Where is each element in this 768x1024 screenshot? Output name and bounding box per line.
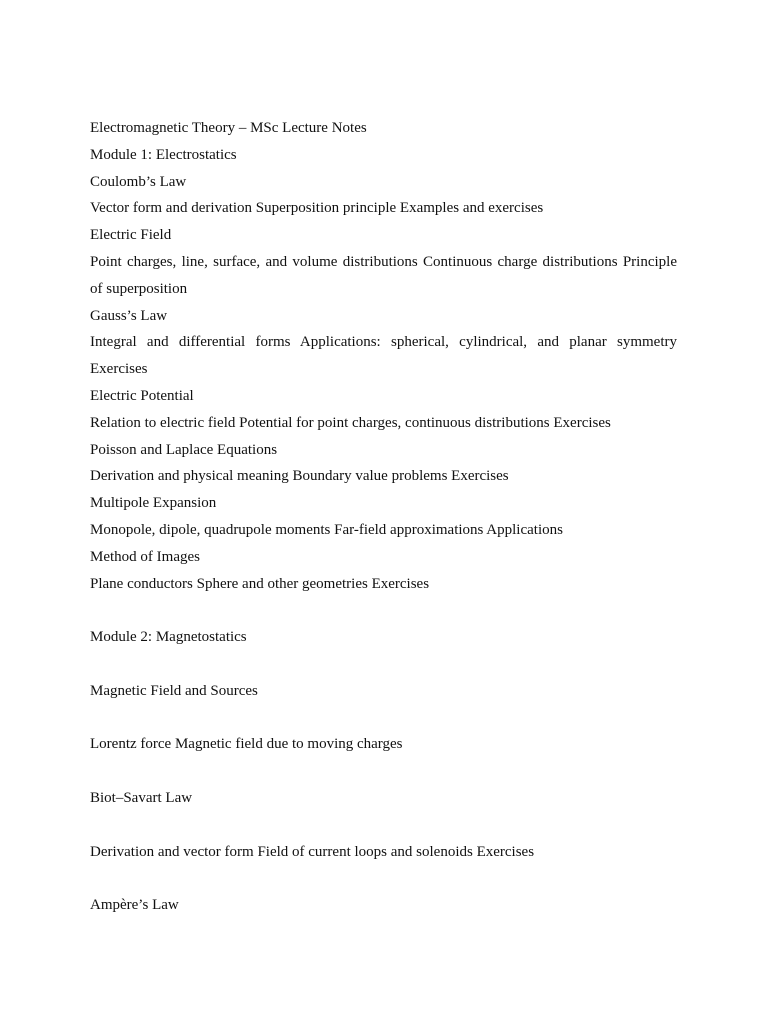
section-body-poisson-laplace: Derivation and physical meaning Boundary value problems Exercises bbox=[90, 468, 509, 485]
section-title-electric-potential: Electric Potential bbox=[90, 387, 194, 404]
module-2-line-magnetic-field: Magnetic Field and Sources bbox=[90, 682, 258, 699]
document-title: Electromagnetic Theory – MSc Lecture Notes bbox=[90, 120, 367, 136]
section-title-electric-field: Electric Field bbox=[90, 227, 172, 244]
module-2-heading: Module 2: Magnetostatics bbox=[90, 629, 247, 646]
section-body-gauss: Integral and differential forms Applications: spherical, cylindrical, and planar symmetry Exercises bbox=[90, 334, 677, 378]
module-2-line-ampere: Ampère’s Law bbox=[90, 897, 179, 914]
section-title-coulomb: Coulomb’s Law bbox=[90, 173, 187, 190]
section-body-electric-field: Point charges, line, surface, and volume distributions Continuous charge distributions Principle of superposition bbox=[90, 253, 677, 297]
section-title-method-of-images: Method of Images bbox=[90, 548, 200, 565]
module-2-line-lorentz: Lorentz force Magnetic field due to moving charges bbox=[90, 736, 403, 753]
section-body-electric-potential: Relation to electric field Potential for point charges, continuous distributions Exercises bbox=[90, 414, 611, 431]
document-page bbox=[90, 115, 677, 919]
section-body-multipole: Monopole, dipole, quadrupole moments Far-field approximations Applications bbox=[90, 521, 563, 538]
module-1-heading: Module 1: Electrostatics bbox=[90, 146, 237, 163]
section-title-poisson-laplace: Poisson and Laplace Equations bbox=[90, 441, 278, 458]
module-2-line-derivation: Derivation and vector form Field of current loops and solenoids Exercises bbox=[90, 843, 535, 860]
section-body-coulomb: Vector form and derivation Superposition principle Examples and exercises bbox=[90, 200, 544, 217]
section-body-method-of-images: Plane conductors Sphere and other geometries Exercises bbox=[90, 575, 430, 592]
section-title-gauss: Gauss’s Law bbox=[90, 307, 168, 324]
section-title-multipole: Multipole Expansion bbox=[90, 495, 217, 512]
module-2-line-biot-savart: Biot–Savart Law bbox=[90, 789, 193, 806]
